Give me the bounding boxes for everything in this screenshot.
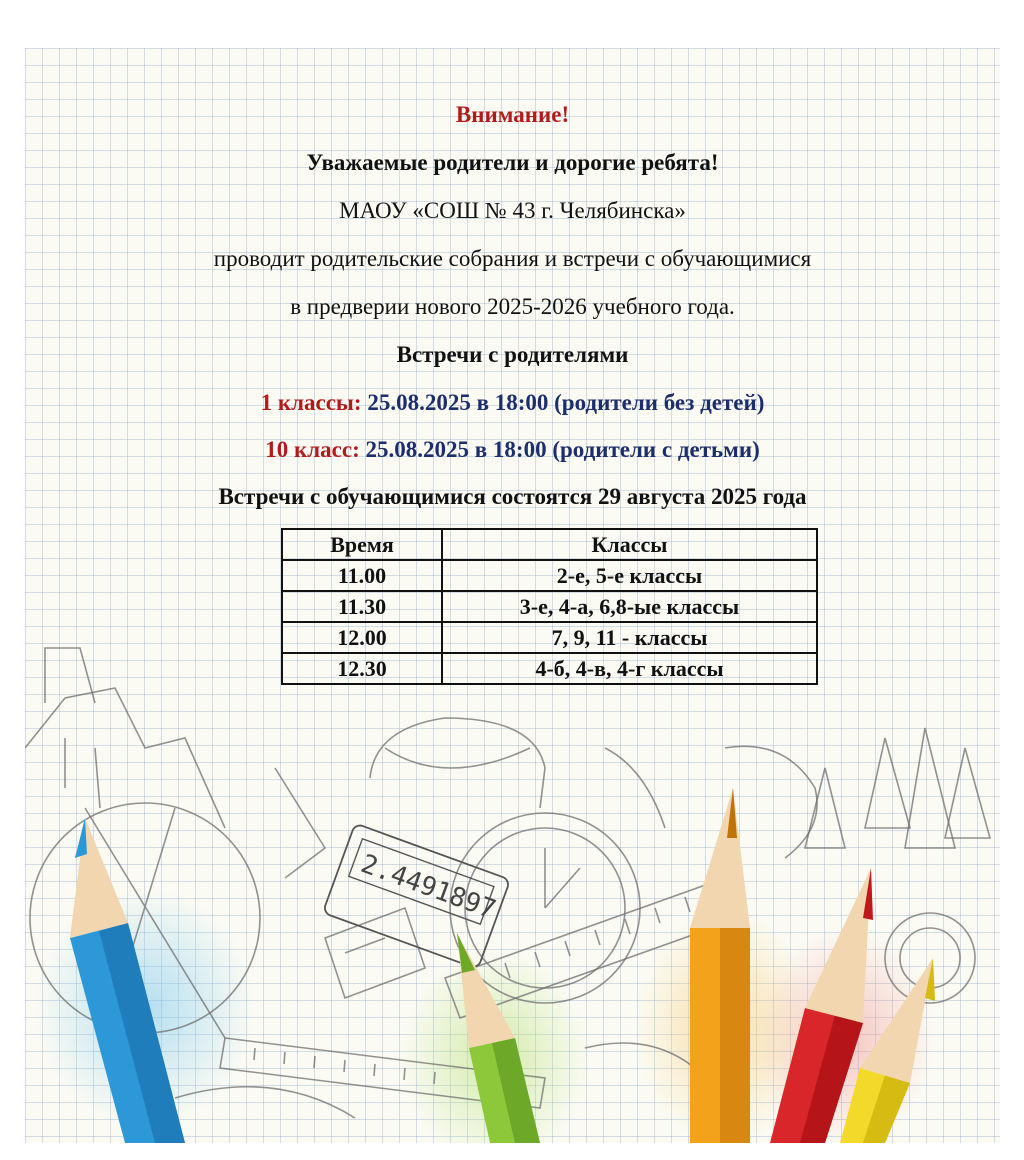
announcement-line-1: проводит родительские собрания и встречи с обучающимися [213,246,812,271]
meeting-grade: 10 класс: [265,437,360,462]
table-row [282,653,817,684]
classes-cell: 3-е, 4-а, 6,8-ые классы [442,591,817,622]
orange-pencil [690,788,750,1143]
meeting-details: 25.08.2025 в 18:00 (родители с детьми) [365,437,760,462]
time-cell: 11.30 [282,591,442,622]
table-row [282,622,817,653]
meeting-grade: 1 классы: [260,390,362,415]
calculator-display: 2.4491897 [356,848,500,926]
schedule-header-row [282,529,817,560]
table-row [282,560,817,591]
notice-page [25,48,1000,1143]
time-cell: 11.00 [282,560,442,591]
classes-cell: 2-е, 5-е классы [442,560,817,591]
meeting-item [25,388,1000,418]
announcement-line-2: в предверии нового 2025-2026 учебного года. [290,294,735,319]
greeting: Уважаемые родители и дорогие ребята! [306,150,719,175]
notice-heading: Внимание! [455,102,570,127]
students-meetings-heading: Встречи с обучающимися состоятся 29 августа 2025 года [218,484,807,509]
classes-cell: 4-б, 4-в, 4-г классы [442,653,817,684]
time-cell: 12.30 [282,653,442,684]
meeting-item [25,435,1000,465]
time-cell: 12.00 [282,622,442,653]
time-column-header: Время [282,529,442,560]
school-name: МАОУ «СОШ № 43 г. Челябинска» [339,198,686,223]
schedule-table [281,528,818,685]
classes-cell: 7, 9, 11 - классы [442,622,817,653]
table-row [282,591,817,622]
calculator-sketch [323,823,511,969]
classes-column-header: Классы [442,529,817,560]
parents-meetings-heading: Встречи с родителями [396,342,629,367]
meeting-details: 25.08.2025 в 18:00 (родители без детей) [367,390,765,415]
